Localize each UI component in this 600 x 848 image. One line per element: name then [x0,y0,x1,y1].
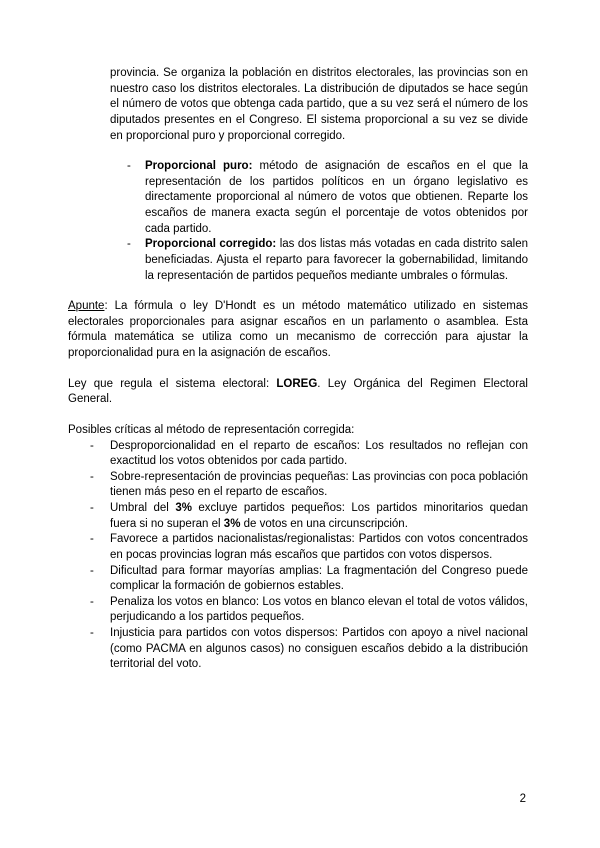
dash-marker: - [90,439,94,452]
paragraph-intro: provincia. Se organiza la población en distritos electorales, las provincias son en nuestro caso los distritos electorales. La distribución de diputados se hace según el número de votos que obtenga cada partido, que a su vez será el número de los diputados presentes en el Congreso. El sistema proporcional a su vez se divide en proporcional puro y proporcional corregido. [110,67,528,142]
dash-marker: - [90,533,94,546]
list-item-critica [90,595,528,626]
list-item-text: Favorece a partidos nacionalistas/regionalistas: Partidos con votos concentrados en pocas provincias logran más escaños que partidos con votos dispersos. [110,533,528,561]
list-item-text: Sobre-representación de provincias pequeñas: Las provincias con poca población tienen más peso en el reparto de escaños. [110,470,528,499]
proporcional-list [68,159,528,284]
list-item-text: Injusticia para partidos con votos dispersos: Partidos con apoyo a nivel nacional (como PACMA en algunos casos) no consiguen escaños debido a la distribución territorial del voto. [110,627,528,671]
list-item-critica [90,439,528,470]
list-item-proporcional-puro [127,159,528,237]
list-item-text: Penaliza los votos en blanco: Los votos en blanco elevan el total de votos válidos, perjudicando a los partidos pequeños. [110,595,528,624]
page-number: 2 [519,793,526,806]
dash-marker: - [90,564,94,577]
list-item-text: Umbral del 3% excluye partidos pequeños: Los partidos minoritarios quedan fuera si no superan el 3% de votos en una circunscripción. [110,502,528,530]
dash-marker: - [127,238,131,251]
criticas-list [68,439,528,673]
paragraph-loreg: Ley que regula el sistema electoral: LOREG. Ley Orgánica del Regimen Electoral General. [68,377,528,406]
list-item-critica [90,564,528,595]
list-item-text: Proporcional corregido: las dos listas más votadas en cada distrito salen beneficiadas. Ajusta el reparto para favorecer la gobernabilidad, limitando la representación de partidos pequeños mediante umbrales o fórmulas. [145,238,528,282]
list-item-proporcional-corregido [127,237,528,284]
list-item-critica [90,501,528,532]
dash-marker: - [127,160,131,173]
dash-marker: - [90,627,94,639]
list-item-critica [90,470,528,501]
list-item-critica [90,532,528,563]
list-item-text: Dificultad para formar mayorías amplias: La fragmentación del Congreso puede complicar la formación de gobiernos estables. [110,564,528,593]
paragraph-criticas-title: Posibles críticas al método de representación corregida: [68,423,355,436]
paragraph-apunte: Apunte: La fórmula o ley D'Hondt es un método matemático utilizado en sistemas electorales proporcionales para asignar escaños en un parlamento o asamblea. Esta fórmula matemática se utiliza como un mecanismo de corrección para ajustar la proporcionalidad pura en la asignación de escaños. [68,300,528,359]
list-item-text: Desproporcionalidad en el reparto de escaños: Los resultados no reflejan con exactitud los votos obtenidos por cada partido. [110,439,528,468]
dash-marker: - [90,502,94,514]
dash-marker: - [90,470,94,483]
list-item-text: Proporcional puro: método de asignación de escaños en el que la representación de los partidos políticos en un órgano legislativo es directamente proporcional al número de votos que obtienen. Reparte los escaños de manera exacta según el porcentaje de votos obtenidos por cada partido. [145,160,529,235]
list-item-critica [90,626,528,673]
dash-marker: - [90,595,94,608]
